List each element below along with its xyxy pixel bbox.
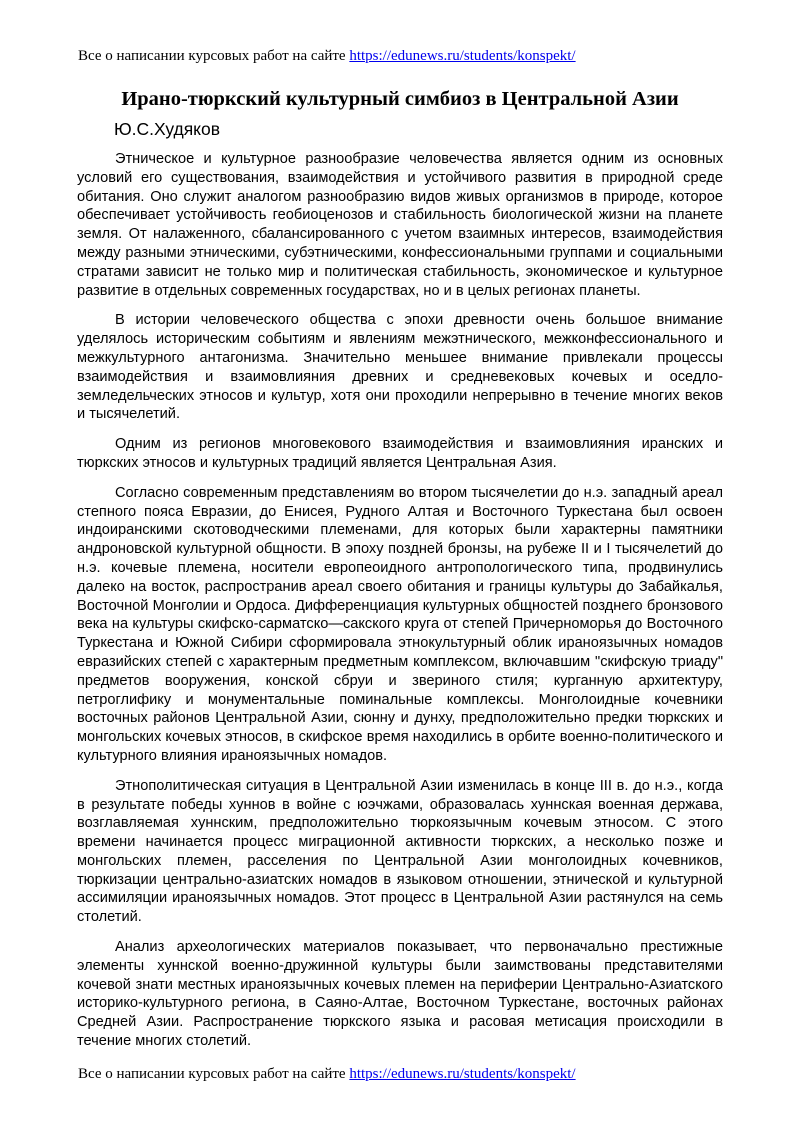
page-footer (78, 1065, 576, 1083)
paragraph-6: Анализ археологических материалов показывает, что первоначально престижные элементы хуннской военно-дружинной культуры были заимствованы представителями кочевой знати местных ираноязычных кочевых племен на периферии Центрально-Азиатского историко-культурного региона, в Саяно-Алтае, Восточном Туркестане, восточных районах Средней Азии. Распространение тюркского языка и расовая метисация происходили в течение многих столетий. (77, 939, 723, 1050)
paragraph-2: В истории человеческого общества с эпохи древности очень большое внимание уделялось историческим событиям и явлениям межэтнического, межконфессионального и межкультурного антагонизма. Значительно меньшее внимание привлекали процессы взаимодействия и взаимовлияния древних и средневековых кочевых и оседло-земледельческих этносов и культур, хотя они проходили непрерывно в течение многих веков и тысячелетий. (77, 312, 723, 423)
article-body (77, 150, 723, 1062)
paragraph-5: Этнополитическая ситуация в Центральной Азии изменилась в конце III в. до н.э., когда в результате победы хуннов в войне с юэчжами, образовалась хуннская военная держава, возглавляемая хуннским, предположительно тюркоязычным кочевым этносом. С этого времени начинается процесс миграционной активности тюркских, а несколько позже и монгольских племен, расселения по Центральной Азии монголоидных кочевников, тюркизации центрально-азиатских номадов в языковом отношении, этнической и культурной ассимиляции ираноязычных номадов. Этот процесс в Центральной Азии растянулся на семь столетий. (77, 777, 723, 926)
footer-link[interactable]: https://edunews.ru/students/konspekt/ (349, 1066, 576, 1082)
paragraph-1: Этническое и культурное разнообразие человечества является одним из основных условий его существования, взаимодействия и устойчивого развития в природной среде обитания. Оно служит аналогом разнообразию видов живых организмов в природе, которое обеспечивает устойчивость геобиоценозов и стабильность биологической жизни на планете земля. От налаженного, сбалансированного с учетом взаимных интересов, взаимодействия между разными этническими, субэтническими, конфессиональными группами и социальными стратами зависит не только мир и политическая стабильность, экономическое и культурное развитие в отдельных современных государствах, но и в целых регионах планеты. (77, 151, 723, 299)
header-text: Все о написании курсовых работ на сайте (78, 48, 350, 64)
footer-text: Все о написании курсовых работ на сайте (78, 1066, 350, 1082)
document-title: Ирано-тюркский культурный симбиоз в Центральной Азии (121, 88, 679, 110)
page-header (78, 47, 576, 65)
header-link[interactable]: https://edunews.ru/students/konspekt/ (349, 48, 576, 64)
paragraph-3: Одним из регионов многовекового взаимодействия и взаимовлияния иранских и тюркских этносов и культурных традиций является Центральная Азия. (77, 436, 723, 471)
paragraph-4: Согласно современным представлениям во втором тысячелетии до н.э. западный ареал степного пояса Евразии, до Енисея, Рудного Алтая и Восточного Туркестана был освоен индоиранскими скотоводческими племенами, для которых были характерны памятники андроновской культурной общности. В эпоху поздней бронзы, на рубеже II и I тысячелетий до н.э. кочевые племена, носители европеоидного антропологического типа, продвинулись далеко на восток, распространив ареал своего обитания и границы культуры до Забайкалья, Восточной Монголии и Ордоса. Дифференциация культурных общностей позднего бронзового века на культуры скифско-сарматско—сакского круга от степей Причерноморья до Восточного Туркестана и Южной Сибири сформировала этнокультурный облик ираноязычных номадов евразийских степей с характерным предметным комплексом, включавшим "скифскую триаду" предметов вооружения, конской сбруи и звериного стиля; курганную архитектуру, петроглифику и монументальные поминальные комплексы. Монголоидные кочевники восточных районов Центральной Азии, сюнну и дунху, предположительно предки тюркских и монгольских кочевых этносов, в скифское время находились в орбите военно-политического и культурного влияния ираноязычных номадов. (77, 484, 723, 764)
author-name: Ю.С.Худяков (114, 119, 221, 139)
